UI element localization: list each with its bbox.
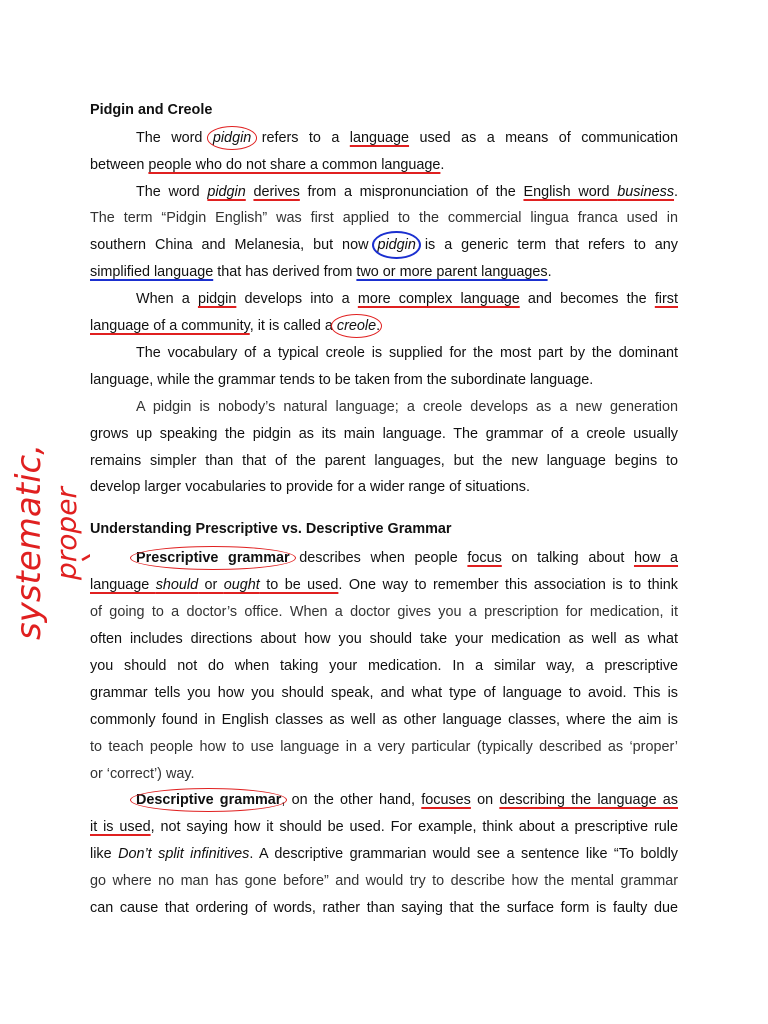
paragraph-line: you should not do when taking your medication. In a similar way, a prescriptive	[90, 658, 678, 674]
paragraph-line: southern China and Melanesia, but now pidgin is a generic term that refers to any	[90, 237, 678, 253]
paragraph-line: A pidgin is nobody’s natural language; a creole develops as a new generation	[136, 399, 678, 415]
paragraph-line: of going to a doctor’s office. When a doctor gives you a prescription for medication, it	[90, 604, 678, 620]
paragraph-line: between people who do not share a common language.	[90, 157, 445, 173]
paragraph-line: remains simpler than that of the parent languages, but the new language begins to	[90, 453, 678, 469]
paragraph-line: language, while the grammar tends to be taken from the subordinate language.	[90, 372, 594, 388]
paragraph-line: The word pidgin refers to a language used as a means of communication	[136, 130, 678, 146]
paragraph-line: language should or ought to be used. One way to remember this association is to think	[90, 577, 678, 593]
circled-pidgin-blue: pidgin	[377, 237, 416, 253]
paragraph-line: grammar tells you how you should speak, and what type of language to avoid. This is	[90, 685, 678, 701]
paragraph-line: like Don’t split infinitives. A descriptive grammarian would see a sentence like “To boldly	[90, 846, 678, 862]
paragraph-line: The vocabulary of a typical creole is supplied for the most part by the dominant	[136, 345, 678, 361]
paragraph-line: commonly found in English classes as well as other language classes, where the aim is	[90, 712, 678, 728]
margin-note-line-1: systematic,	[9, 443, 49, 640]
margin-note-drawing	[0, 410, 90, 650]
paragraph-line: to teach people how to use language in a very particular (typically described as ‘proper’	[90, 739, 678, 755]
circled-prescriptive-grammar: Prescriptive grammar	[136, 550, 290, 566]
paragraph-line: The term “Pidgin English” was first applied to the commercial lingua franca used in	[90, 210, 678, 226]
circled-creole: creole	[336, 318, 377, 334]
paragraph-line: Descriptive grammar, on the other hand, focuses on describing the language as	[136, 792, 678, 808]
paragraph-line: Prescriptive grammar describes when people focus on talking about how a	[136, 550, 679, 566]
margin-note-line-2: proper	[50, 487, 83, 580]
paragraph-line: can cause that ordering of words, rather than saying that the surface form is faulty due	[90, 900, 678, 916]
circled-pidgin: pidgin	[212, 130, 252, 146]
handwritten-margin-note	[0, 410, 90, 650]
circled-descriptive-grammar: Descriptive grammar	[136, 792, 282, 808]
paragraph-line: go where no man has gone before” and would try to describe how the mental grammar	[90, 873, 678, 889]
paragraph-line: often includes directions about how you should take your medication as well as what	[90, 631, 678, 647]
paragraph-line: grows up speaking the pidgin as its main language. The grammar of a creole usually	[90, 426, 678, 442]
paragraph-line: language of a community, it is called a creole.	[90, 318, 381, 334]
section-heading-pidgin-creole: Pidgin and Creole	[90, 102, 213, 118]
paragraph-line: or ‘correct’) way.	[90, 766, 195, 782]
paragraph-line: When a pidgin develops into a more complex language and becomes the first	[136, 291, 678, 307]
paragraph-line: The word pidgin derives from a mispronunciation of the English word business.	[136, 184, 679, 200]
paragraph-line: simplified language that has derived from two or more parent languages.	[90, 264, 552, 280]
section-heading-prescriptive-descriptive: Understanding Prescriptive vs. Descriptive Grammar	[90, 521, 452, 537]
paragraph-line: develop larger vocabularies to provide for a wider range of situations.	[90, 479, 530, 495]
paragraph-line: it is used, not saying how it should be used. For example, think about a prescriptive rule	[90, 819, 679, 835]
